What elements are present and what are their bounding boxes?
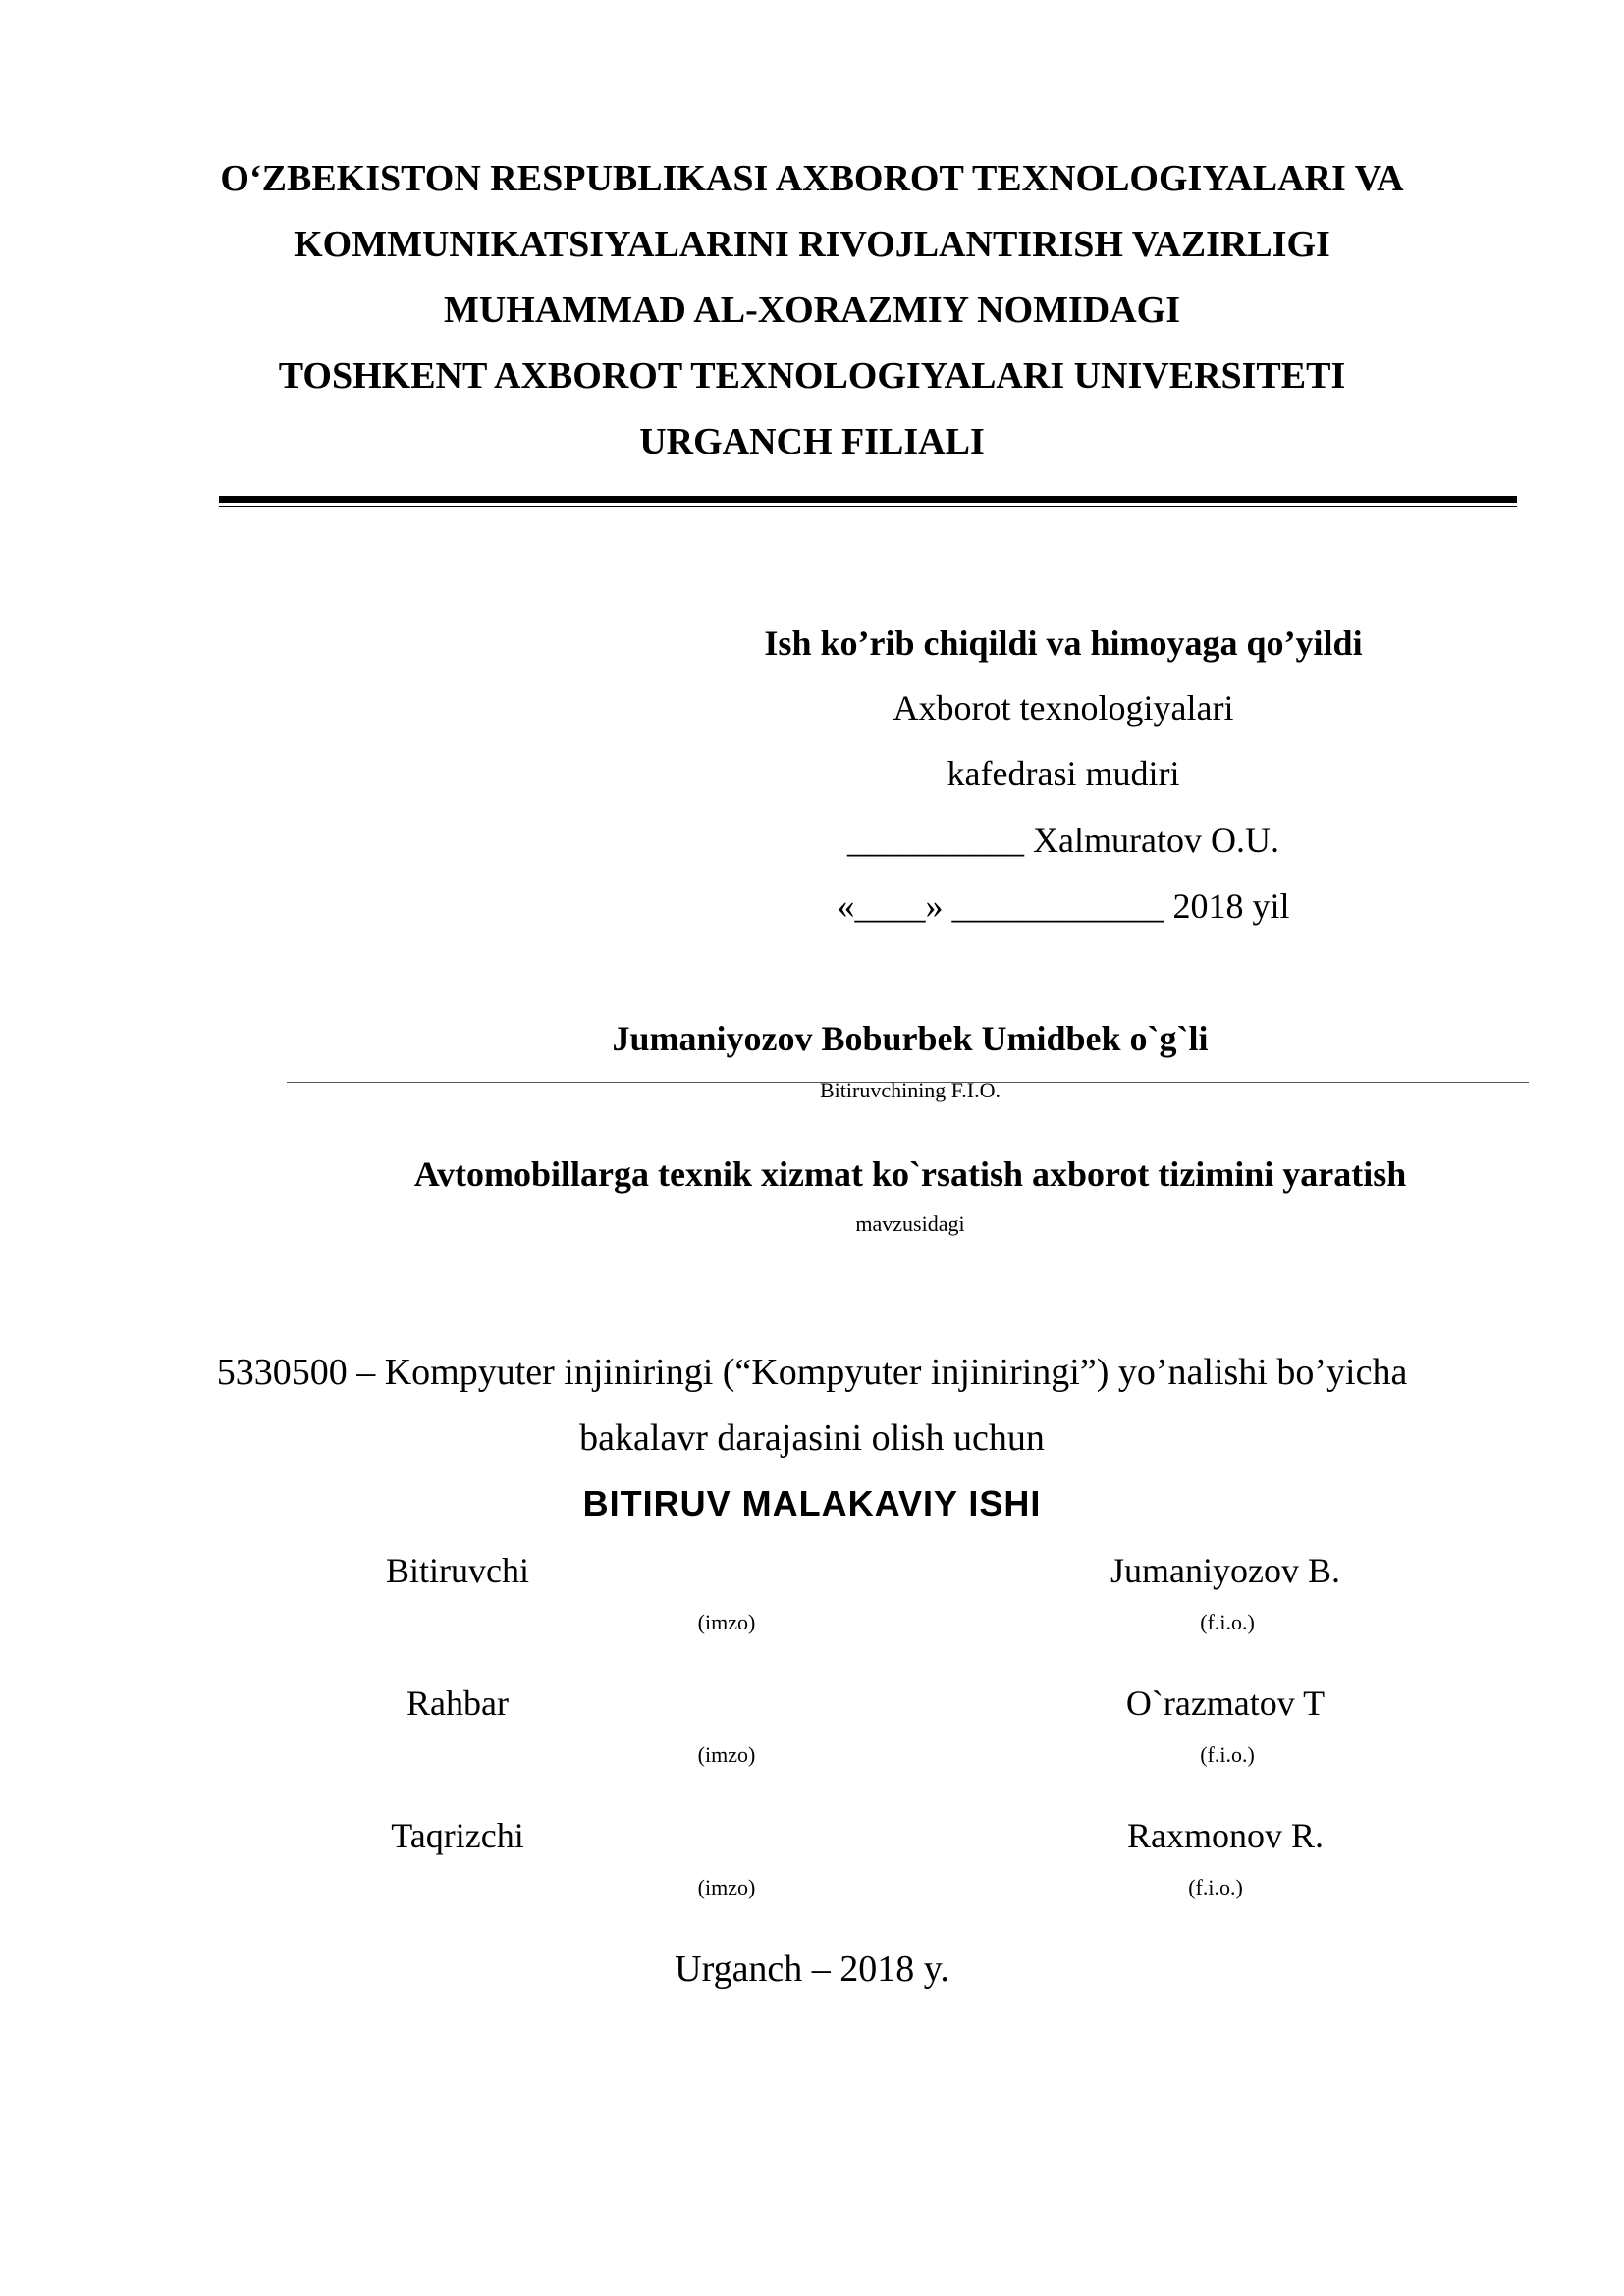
work-title: BITIRUV MALAKAVIY ISHI: [582, 1483, 1042, 1523]
header-separator-thick: [219, 496, 1517, 503]
signature-role: Bitiruvchi: [386, 1551, 529, 1590]
approval-position: kafedrasi mudiri: [947, 754, 1180, 793]
student-name: Jumaniyozov Boburbek Umidbek o`g`li: [612, 1019, 1209, 1058]
signature-fio-caption: (f.i.o.): [1188, 1875, 1243, 1899]
university-line-1: MUHAMMAD AL-XORAZMIY NOMIDAGI: [443, 290, 1181, 331]
ministry-line-1: O‘ZBEKISTON RESPUBLIKASI AXBOROT TEXNOLOGIYALARI VA: [220, 158, 1404, 199]
approval-heading: Ish ko’rib chiqildi va himoyaga qo’yildi: [764, 623, 1363, 663]
header-separator-thin: [219, 506, 1517, 507]
branch-name: URGANCH FILIALI: [639, 421, 985, 462]
topic-caption: mavzusidagi: [855, 1211, 965, 1236]
approval-signature: __________ Xalmuratov O.U.: [847, 821, 1279, 860]
program-line-1: 5330500 – Kompyuter injiniringi (“Kompyuter injiniringi”) yo’nalishi bo’yicha: [216, 1352, 1408, 1393]
approval-date: «____» ____________ 2018 yil: [837, 886, 1290, 926]
program-line-2: bakalavr darajasini olish uchun: [579, 1417, 1045, 1459]
signature-role: Taqrizchi: [391, 1816, 524, 1855]
signature-imzo-caption: (imzo): [697, 1610, 756, 1634]
thesis-topic: Avtomobillarga texnik xizmat ko`rsatish axborot tizimini yaratish: [413, 1154, 1407, 1194]
signature-fio-caption: (f.i.o.): [1200, 1610, 1255, 1634]
university-line-2: TOSHKENT AXBOROT TEXNOLOGIYALARI UNIVERSITETI: [278, 355, 1346, 397]
signature-name: Raxmonov R.: [1126, 1816, 1324, 1855]
approval-department: Axborot texnologiyalari: [893, 688, 1234, 727]
signature-name: Jumaniyozov B.: [1110, 1551, 1340, 1590]
signature-fio-caption: (f.i.o.): [1200, 1742, 1255, 1767]
place-and-year: Urganch – 2018 y.: [675, 1949, 949, 1990]
signature-imzo-caption: (imzo): [697, 1742, 756, 1767]
signature-imzo-caption: (imzo): [697, 1875, 756, 1899]
student-name-caption: Bitiruvchining F.I.O.: [819, 1078, 1001, 1102]
signature-name: O`razmatov T: [1125, 1683, 1326, 1723]
signature-role: Rahbar: [406, 1683, 509, 1723]
ministry-line-2: KOMMUNIKATSIYALARINI RIVOJLANTIRISH VAZIRLIGI: [294, 224, 1330, 265]
